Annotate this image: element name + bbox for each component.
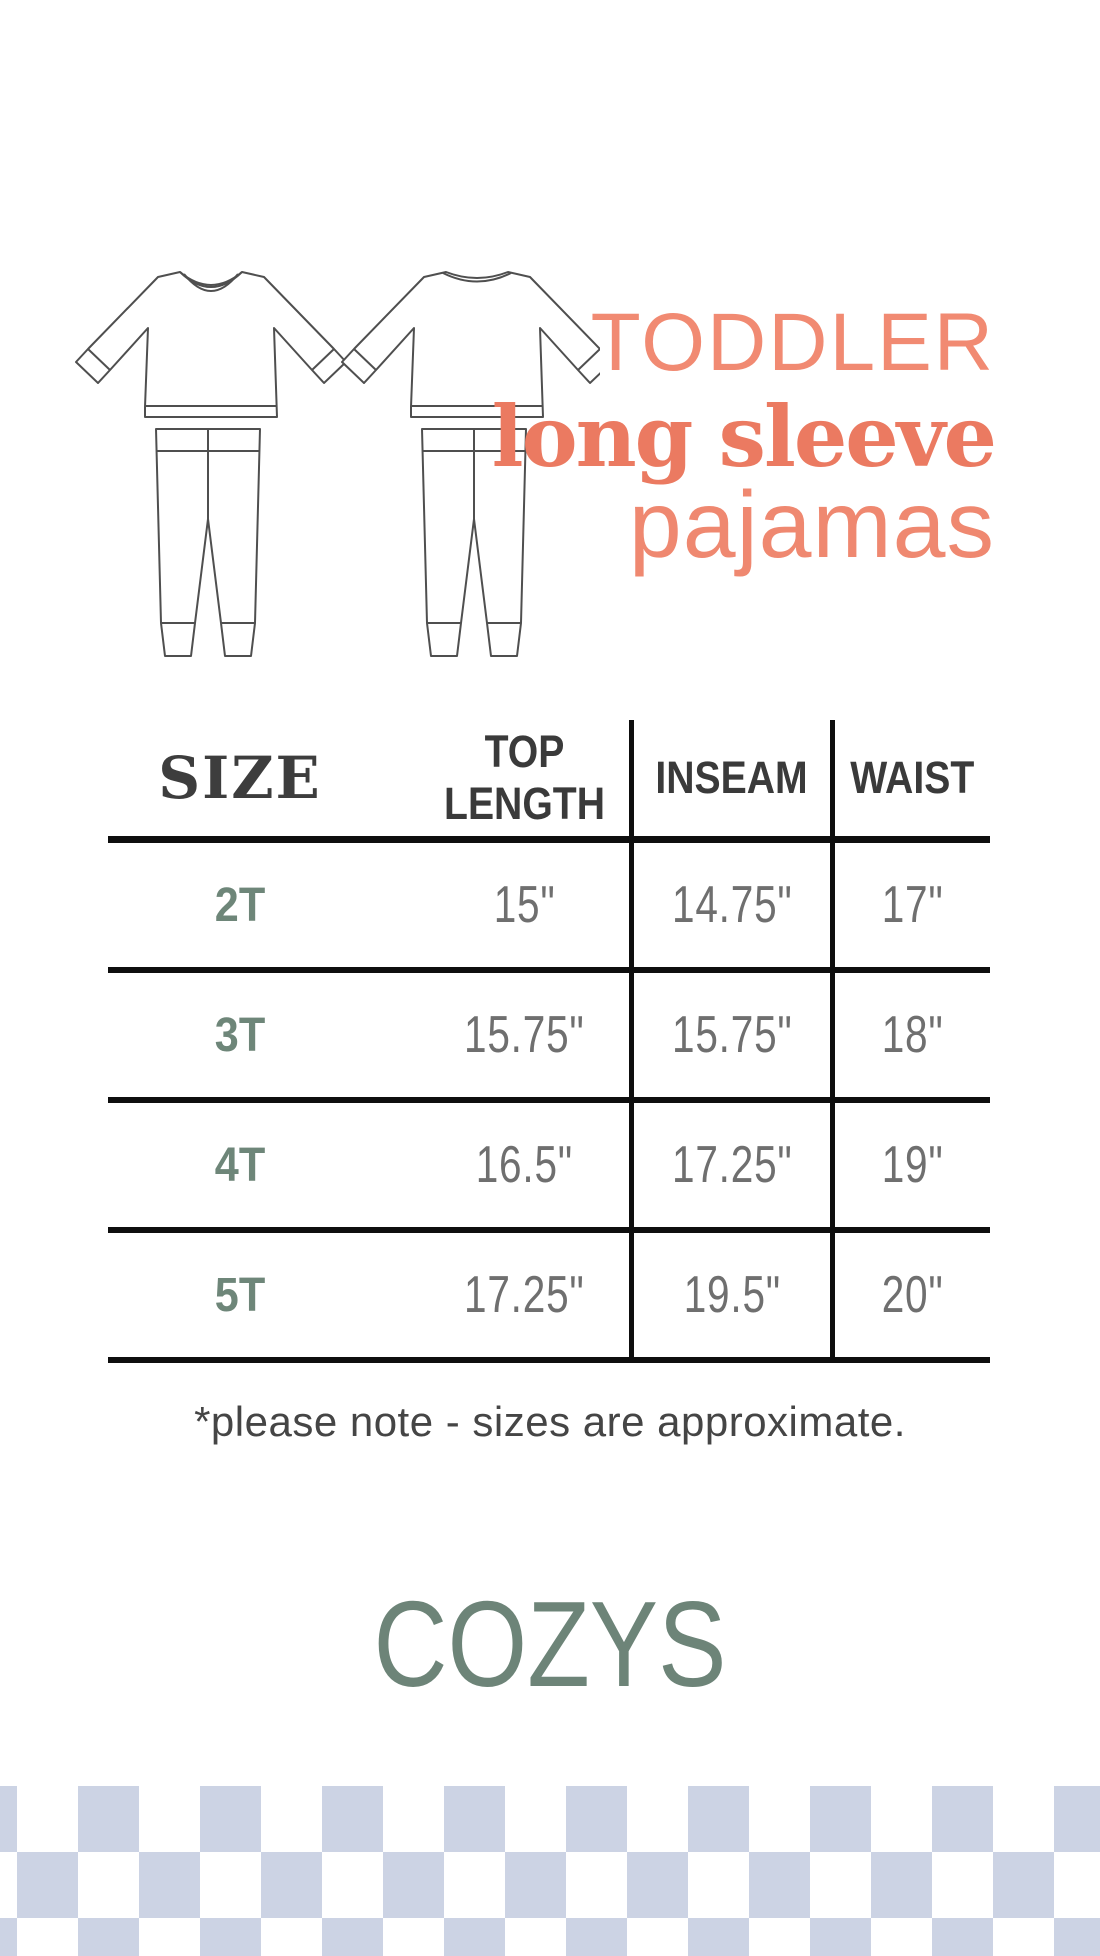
table-cell-top-length: 15.75" — [420, 973, 629, 1103]
table-cell-inseam: 19.5" — [629, 1233, 835, 1363]
column-header-size: SIZE — [108, 720, 420, 843]
table-row-size-label: 4T — [108, 1103, 420, 1233]
table-row-size-label: 2T — [108, 843, 420, 973]
title-pajamas: pajamas — [628, 472, 995, 578]
table-cell-waist: 17" — [835, 843, 990, 973]
size-table — [108, 720, 990, 1363]
approximate-sizes-note: *please note - sizes are approximate. — [194, 1398, 906, 1445]
column-header-inseam: INSEAM — [629, 720, 835, 843]
column-header-top-length: TOP LENGTH — [420, 720, 629, 843]
table-cell-inseam: 17.25" — [629, 1103, 835, 1233]
table-cell-waist: 20" — [835, 1233, 990, 1363]
table-row-size-label: 5T — [108, 1233, 420, 1363]
table-cell-waist: 18" — [835, 973, 990, 1103]
checkerboard-footer — [0, 1786, 1100, 1956]
table-cell-inseam: 14.75" — [629, 843, 835, 973]
column-header-waist: WAIST — [835, 720, 990, 843]
table-cell-top-length: 17.25" — [420, 1233, 629, 1363]
table-cell-top-length: 16.5" — [420, 1103, 629, 1233]
table-cell-waist: 19" — [835, 1103, 990, 1233]
title-long-sleeve: long sleeve — [491, 387, 995, 486]
table-row-size-label: 3T — [108, 973, 420, 1103]
pajama-pants-front-illustration — [156, 429, 260, 656]
title-toddler: TODDLER — [590, 297, 995, 388]
table-cell-inseam: 15.75" — [629, 973, 835, 1103]
table-cell-top-length: 15" — [420, 843, 629, 973]
pajama-top-front-illustration — [76, 272, 346, 417]
brand-name: COZYS — [373, 1576, 727, 1712]
